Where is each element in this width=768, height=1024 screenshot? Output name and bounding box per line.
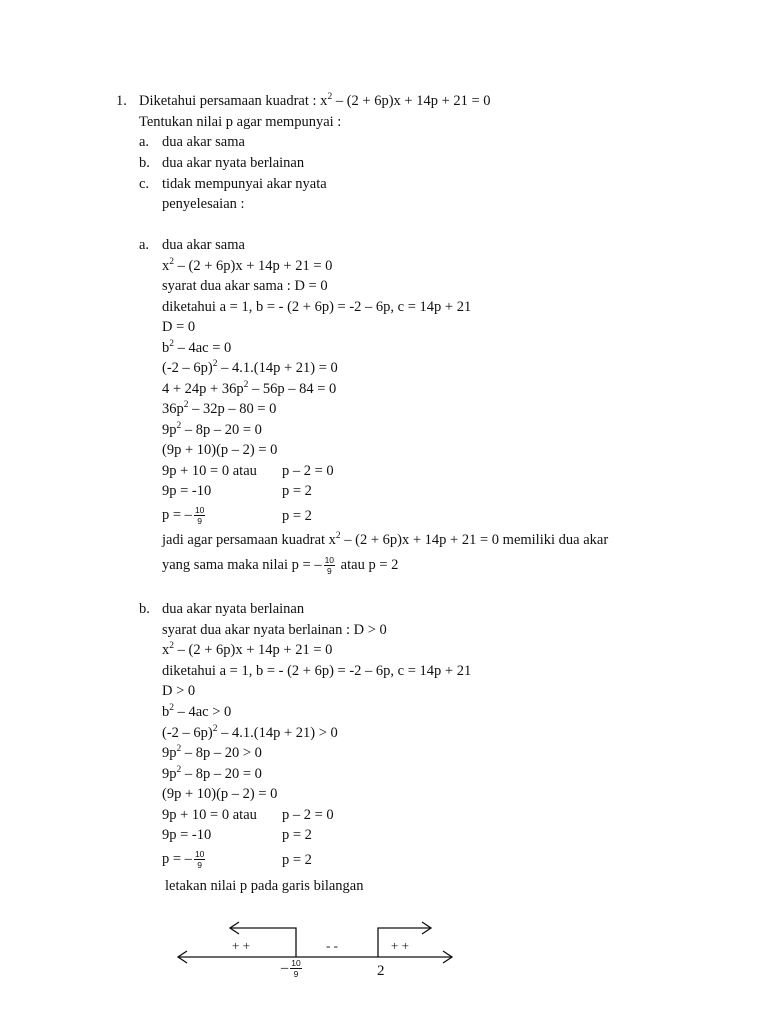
- part-a-solution-left: p = – $\frac{10}{9}$: [162, 505, 205, 526]
- point-left-label: – $\frac{10}{9}$: [281, 958, 301, 979]
- sign-left: + +: [232, 938, 250, 953]
- numberline-caption: letakan nilai p pada garis bilangan: [165, 878, 364, 894]
- part-a-condition: syarat dua akar sama : D = 0: [162, 278, 328, 294]
- part-a-roots-left: 9p + 10 = 0 atau: [162, 463, 257, 479]
- fraction: $\frac{10}{9}$: [194, 505, 205, 526]
- part-b-title: dua akar nyata berlainan: [162, 601, 305, 617]
- part-a-divided: $9p^2 - 8p - 20 = 0$: [162, 421, 262, 438]
- part-a-expansion: $4 + 24p + 36p^2 - 56p - 84 = 0$: [162, 380, 337, 397]
- problem-number: 1.: [116, 93, 127, 109]
- part-b-d0: D > 0: [162, 683, 196, 699]
- part-a-solution-right: p = 2: [282, 508, 312, 524]
- part-b-step-left: 9p = -10: [162, 827, 212, 843]
- part-b-known: diketahui a = 1, b = - (2 + 6p) = -2 – 6p, c = 14p + 21: [162, 663, 472, 679]
- option-a-marker: a.: [139, 134, 150, 150]
- part-a-equation: $x^2 - (2 + 6p)x + 14p + 21 = 0$: [162, 257, 333, 274]
- part-a-substitution: (-2 – 6p)$^2$ – 4.1.(14p + 21) = 0: [162, 359, 338, 376]
- part-a-conclusion-line2: yang sama maka nilai p = – $\frac{10}{9}$ atau p = 2: [162, 555, 399, 576]
- point-right-label: 2: [377, 963, 385, 979]
- part-a-factored: (9p + 10)(p – 2) = 0: [162, 442, 278, 458]
- option-b-text: dua akar nyata berlainan: [162, 155, 305, 171]
- fraction: $\frac{10}{9}$: [291, 958, 301, 979]
- part-a-simplified: $36p^2 - 32p - 80 = 0$: [162, 400, 277, 417]
- option-c-text: tidak mempunyai akar nyata: [162, 176, 327, 192]
- part-a-discriminant: $b^2 - 4ac = 0$: [162, 339, 232, 356]
- option-a-text: dua akar sama: [162, 134, 245, 150]
- part-b-step-right: p = 2: [282, 827, 312, 843]
- fraction: $\frac{10}{9}$: [324, 555, 335, 576]
- part-a-step-right: p = 2: [282, 483, 312, 499]
- part-b-solution-left: p = – $\frac{10}{9}$: [162, 849, 205, 870]
- option-c-marker: c.: [139, 176, 150, 192]
- part-b-condition: syarat dua akar nyata berlainan : D > 0: [162, 622, 387, 638]
- solution-label: penyelesaian :: [162, 196, 245, 212]
- part-b-factored: (9p + 10)(p – 2) = 0: [162, 786, 278, 802]
- sign-right: + +: [391, 938, 409, 953]
- part-b-roots-right: p – 2 = 0: [282, 807, 334, 823]
- part-b-solution-right: p = 2: [282, 852, 312, 868]
- part-a-conclusion-line1: jadi agar persamaan kuadrat $x^2 - (2 + 6p)x + 14p + 21 = 0$ memiliki dua akar: [162, 531, 609, 548]
- part-a-roots-right: p – 2 = 0: [282, 463, 334, 479]
- part-b-roots-left: 9p + 10 = 0 atau: [162, 807, 257, 823]
- part-a-d0: D = 0: [162, 319, 196, 335]
- part-b-inequality: $9p^2 - 8p - 20 > 0$: [162, 744, 262, 761]
- part-a-marker: a.: [139, 237, 150, 253]
- part-b-substitution: (-2 – 6p)$^2$ – 4.1.(14p + 21) > 0: [162, 724, 338, 741]
- problem-statement: Diketahui persamaan kuadrat : $x^2 - (2 + 6p)x + 14p + 21 = 0$: [139, 92, 491, 109]
- part-a-title: dua akar sama: [162, 237, 245, 253]
- part-a-step-left: 9p = -10: [162, 483, 212, 499]
- sign-middle: - -: [326, 938, 338, 953]
- problem-task: Tentukan nilai p agar mempunyai :: [139, 114, 342, 130]
- part-b-marker: b.: [139, 601, 150, 617]
- part-b-discriminant: $b^2 - 4ac > 0$: [162, 703, 232, 720]
- part-b-equation: $x^2 - (2 + 6p)x + 14p + 21 = 0$: [162, 641, 333, 658]
- option-b-marker: b.: [139, 155, 150, 171]
- part-b-equation2: $9p^2 - 8p - 20 = 0$: [162, 765, 262, 782]
- part-a-known: diketahui a = 1, b = - (2 + 6p) = -2 – 6p, c = 14p + 21: [162, 299, 472, 315]
- fraction: $\frac{10}{9}$: [194, 849, 205, 870]
